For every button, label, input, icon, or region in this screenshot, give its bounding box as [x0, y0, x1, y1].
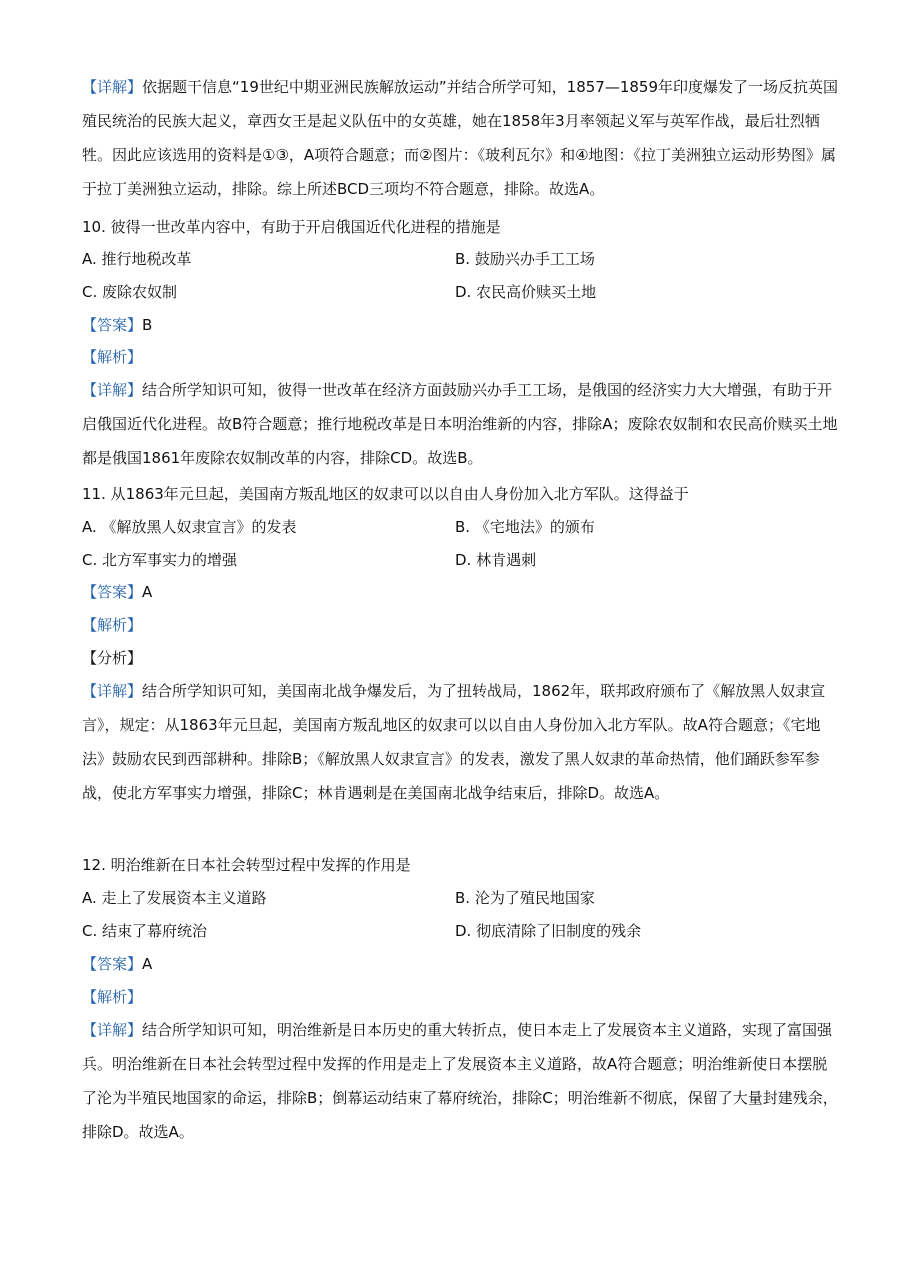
- q12-option-a: A. 走上了发展资本主义道路: [82, 889, 267, 907]
- detail-tag: 【详解】: [82, 1021, 143, 1039]
- q10-analysis-tag: 【解析】: [82, 348, 143, 366]
- q12-option-c: C. 结束了幕府统治: [82, 922, 208, 940]
- q11-option-b: B. 《宅地法》的颁布: [455, 518, 595, 536]
- q10-option-c: C. 废除农奴制: [82, 283, 178, 301]
- q11-answer: [82, 580, 152, 604]
- answer-value: A: [142, 955, 153, 973]
- q12-detail-paragraph: [82, 1013, 842, 1149]
- answer-value: A: [142, 583, 153, 601]
- detail-text: 结合所学知识可知，明治维新是日本历史的重大转折点，使日本走上了发展资本主义道路，实现了富国强兵。明治维新在日本社会转型过程中发挥的作用是走上了发展资本主义道路，故A符合题意；明治维新使日本摆脱了沦为半殖民地国家的命运，排除B；倒幕运动结束了幕府统治，排除C；明治维新不彻底，保留了大量封建残余，排除D。故选A。: [82, 1021, 838, 1141]
- q10-option-d: D. 农民高价赎买土地: [455, 283, 597, 301]
- q11-option-d: D. 林肯遇刺: [455, 551, 537, 569]
- q10-detail-paragraph: [82, 373, 842, 475]
- question-12-stem: 12. 明治维新在日本社会转型过程中发挥的作用是: [82, 856, 411, 874]
- detail-text: 结合所学知识可知，彼得一世改革在经济方面鼓励兴办手工工场，是俄国的经济实力大大增强，有助于开启俄国近代化进程。故B符合题意；推行地税改革是日本明治维新的内容，排除A；废除农奴制和农民高价赎买土地都是俄国1861年废除农奴制改革的内容，排除CD。故选B。: [82, 381, 838, 467]
- answer-value: B: [142, 316, 153, 334]
- detail-tag: 【详解】: [82, 682, 143, 700]
- detail-text: 结合所学知识可知，美国南北战争爆发后，为了扭转战局，1862年，联邦政府颁布了《解放黑人奴隶宣言》，规定：从1863年元旦起，美国南方叛乱地区的奴隶可以以自由人身份加入北方军队。故A符合题意；《宅地法》鼓励农民到西部耕种。排除B；《解放黑人奴隶宣言》的发表，激发了黑人奴隶的革命热情，他们踊跃参军参战，使北方军事实力增强，排除C；林肯遇刺是在美国南北战争结束后，排除D。故选A。: [82, 682, 826, 802]
- q11-option-a: A. 《解放黑人奴隶宣言》的发表: [82, 518, 297, 536]
- answer-tag: 【答案】: [82, 955, 143, 973]
- question-11-stem: 11. 从1863年元旦起，美国南方叛乱地区的奴隶可以以自由人身份加入北方军队。这得益于: [82, 485, 689, 503]
- q11-analysis-tag: 【解析】: [82, 616, 143, 634]
- q12-answer: [82, 952, 152, 976]
- q12-option-b: B. 沦为了殖民地国家: [455, 889, 595, 907]
- prev-detail-paragraph: [82, 70, 842, 206]
- q11-option-c: C. 北方军事实力的增强: [82, 551, 238, 569]
- answer-tag: 【答案】: [82, 316, 143, 334]
- q11-detail-paragraph: [82, 674, 842, 810]
- q12-analysis-tag: 【解析】: [82, 988, 143, 1006]
- q10-option-a: A. 推行地税改革: [82, 250, 192, 268]
- detail-tag: 【详解】: [82, 78, 143, 96]
- q12-option-d: D. 彻底清除了旧制度的残余: [455, 922, 642, 940]
- answer-tag: 【答案】: [82, 583, 143, 601]
- question-10-stem: 10. 彼得一世改革内容中，有助于开启俄国近代化进程的措施是: [82, 218, 501, 236]
- q10-answer: [82, 313, 152, 337]
- q10-option-b: B. 鼓励兴办手工工场: [455, 250, 595, 268]
- q11-fenxi-tag: 【分析】: [82, 649, 143, 667]
- detail-tag: 【详解】: [82, 381, 143, 399]
- detail-text: 依据题干信息“19世纪中期亚洲民族解放运动”并结合所学可知，1857—1859年印度爆发了一场反抗英国殖民统治的民族大起义，章西女王是起义队伍中的女英雄，她在1858年3月率领起义军与英军作战，最后壮烈牺牲。因此应该选用的资料是①③，A项符合题意；而②图片：《玻利瓦尔》和④地图：《拉丁美洲独立运动形势图》属于拉丁美洲独立运动，排除。综上所述BCD三项均不符合题意，排除。故选A。: [82, 78, 838, 198]
